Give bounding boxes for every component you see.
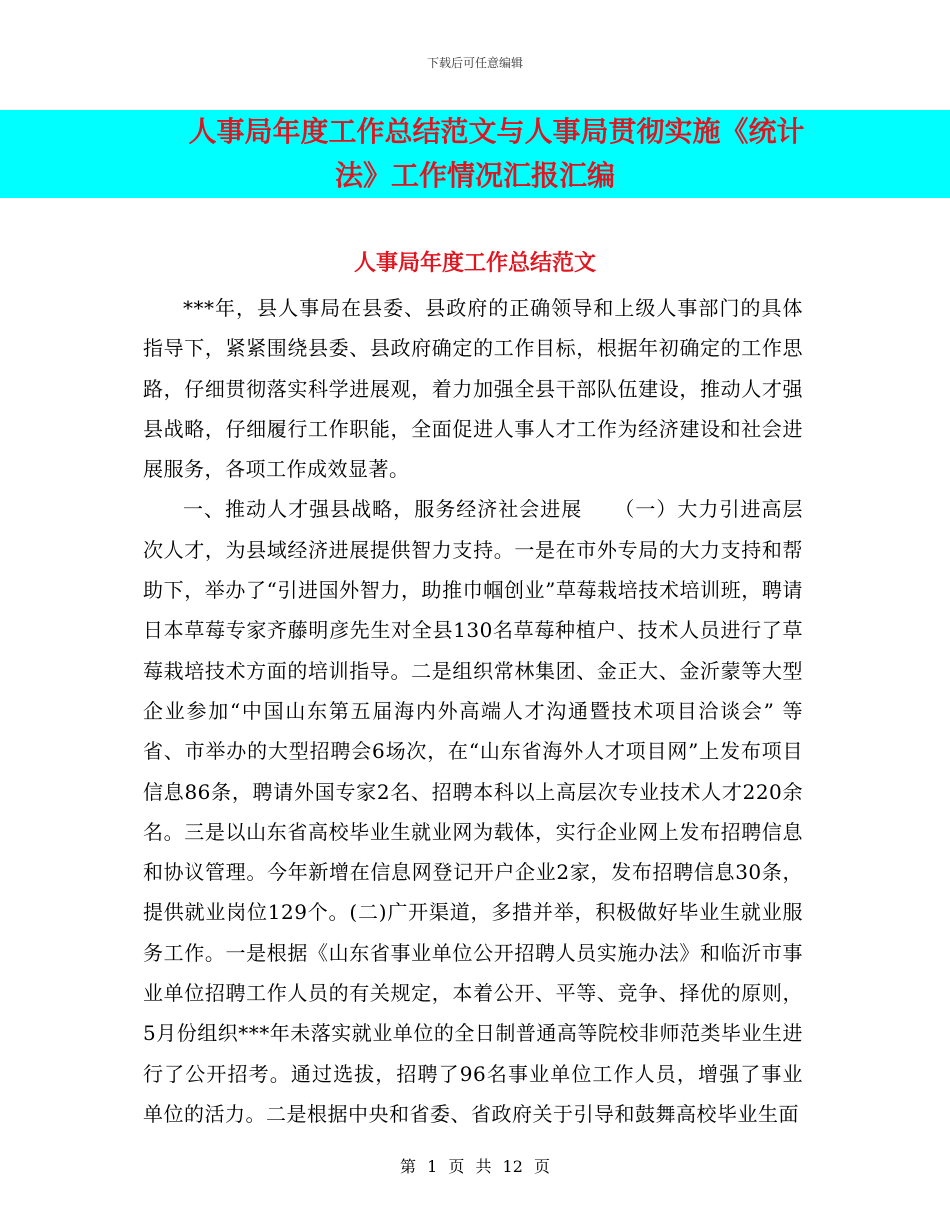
- document-title-line-2: 法》工作情况汇报汇编: [334, 159, 615, 192]
- body-text: [143, 288, 803, 1134]
- section-title: 人事局年度工作总结范文: [353, 251, 596, 276]
- header-note: 下载后可任意编辑: [426, 56, 523, 70]
- page-footer: 第 1 页 共 12 页: [400, 1157, 550, 1176]
- document-title: [0, 110, 950, 198]
- document-title-line-1: 人事局年度工作总结范文与人事局贯彻实施《统计: [188, 115, 805, 148]
- paragraph: 一、推动人才强县战略，服务经济社会进展 （一）大力引进高层次人才，为县域经济进展提供智力支持。一是在市外专局的大力支持和帮助下，举办了“引进国外智力，助推巾帼创业”草莓栽培技术培训班，聘请日本草莓专家齐藤明彦先生对全县130名草莓种植户、技术人员进行了草莓栽培技术方面的培训指导。二是组织常林集团、金正大、金沂蒙等大型企业参加“中国山东第五届海内外高端人才沟通暨技术项目洽谈会” 等省、市举办的大型招聘会6场次，在“山东省海外人才项目网”上发布项目信息86条，聘请外国专家2名、招聘本科以上高层次专业技术人才220余名。三是以山东省高校毕业生就业网为载体，实行企业网上发布招聘信息和协议管理。今年新增在信息网登记开户企业2家，发布招聘信息30条，提供就业岗位129个。(二)广开渠道，多措并举，积极做好毕业生就业服务工作。一是根据《山东省事业单位公开招聘人员实施办法》和临沂市事业单位招聘工作人员的有关规定，本着公开、平等、竞争、择优的原则，5月份组织***年未落实就业单位的全日制普通高等院校非师范类毕业生进行了公开招考。通过选拔，招聘了96名事业单位工作人员，增强了事业单位的活力。二是根据中央和省委、省政府关于引导和鼓舞高校毕业生面: [143, 497, 803, 1126]
- paragraph: ***年，县人事局在县委、县政府的正确领导和上级人事部门的具体指导下，紧紧围绕县委、县政府确定的工作目标，根据年初确定的工作思路，仔细贯彻落实科学进展观，着力加强全县干部队伍建设，推动人才强县战略，仔细履行工作职能，全面促进人事人才工作为经济建设和社会进展服务，各项工作成效显著。: [143, 296, 803, 482]
